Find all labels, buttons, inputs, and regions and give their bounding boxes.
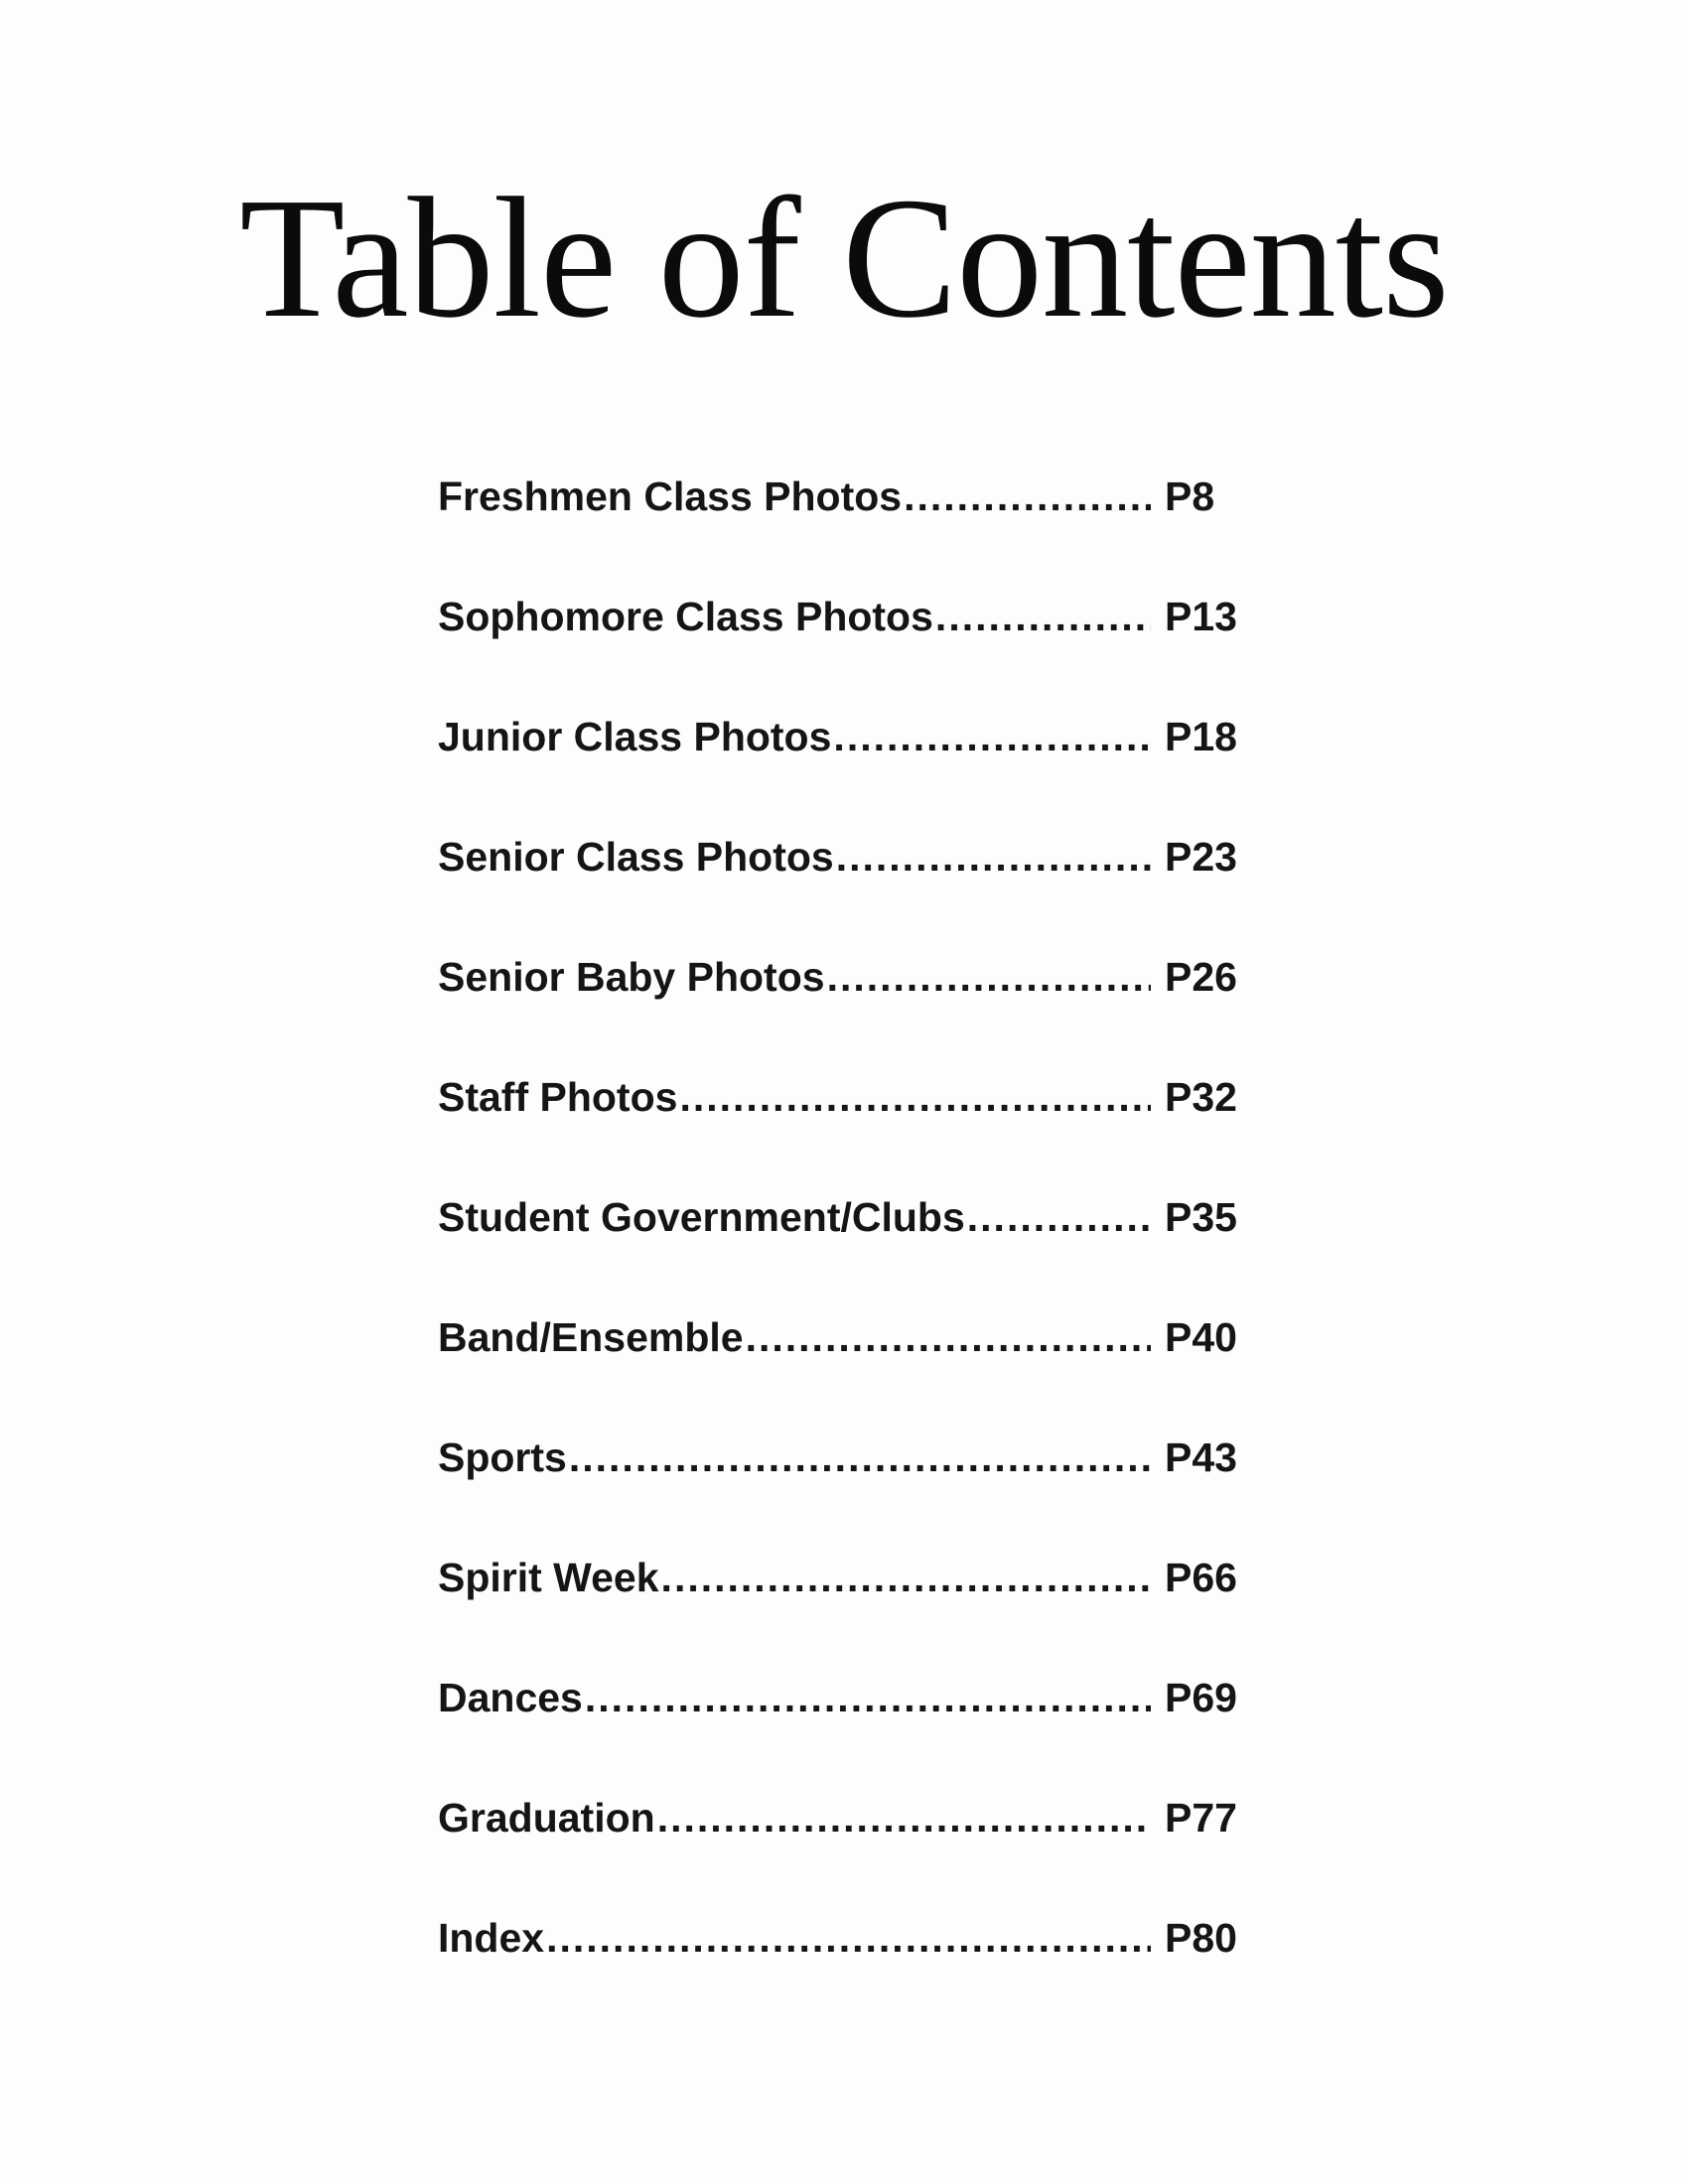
dot-leader — [546, 1902, 1151, 1974]
toc-entry-label: Spirit Week — [438, 1555, 659, 1600]
toc-entry-page: P8 — [1165, 474, 1215, 519]
toc-entry-label: Sophomore Class Photos — [438, 594, 933, 639]
toc-entry-page: P80 — [1165, 1915, 1237, 1961]
toc-entry-label: Graduation — [438, 1795, 655, 1841]
toc-entry-label: Band/Ensemble — [438, 1314, 744, 1360]
toc-entry-band-ensemble — [438, 1301, 1252, 1422]
toc-entry-page: P18 — [1165, 714, 1237, 759]
toc-entry-sports — [438, 1422, 1252, 1542]
dot-leader — [679, 1061, 1151, 1133]
toc-entry-page: P32 — [1165, 1074, 1237, 1120]
toc-entry-page: P13 — [1165, 594, 1237, 639]
toc-entry-label: Junior Class Photos — [438, 714, 832, 759]
dot-leader — [569, 1422, 1151, 1493]
dot-leader — [827, 941, 1151, 1013]
toc-entry-freshmen-class-photos — [438, 461, 1252, 581]
toc-entry-spirit-week — [438, 1542, 1252, 1662]
toc-entry-graduation — [438, 1782, 1252, 1902]
toc-entry-page: P77 — [1165, 1795, 1237, 1841]
toc-entry-label: Sports — [438, 1434, 567, 1480]
toc-entry-student-government-clubs — [438, 1181, 1252, 1301]
toc-entry-senior-baby-photos — [438, 941, 1252, 1061]
toc-entry-label: Index — [438, 1915, 545, 1961]
toc-entry-page: P35 — [1165, 1194, 1237, 1240]
toc-entry-senior-class-photos — [438, 821, 1252, 941]
dot-leader — [967, 1181, 1151, 1253]
dot-leader — [657, 1782, 1151, 1853]
page-title: Table of Contents — [239, 162, 1449, 353]
toc-entry-page: P26 — [1165, 954, 1237, 1000]
dot-leader — [585, 1662, 1151, 1733]
toc-entry-page: P43 — [1165, 1434, 1237, 1480]
toc-list — [438, 461, 1252, 2022]
dot-leader — [833, 701, 1151, 772]
dot-leader — [836, 821, 1151, 892]
dot-leader — [661, 1542, 1151, 1613]
toc-entry-dances — [438, 1662, 1252, 1782]
toc-entry-label: Dances — [438, 1675, 583, 1720]
toc-entry-label: Staff Photos — [438, 1074, 678, 1120]
dot-leader — [935, 581, 1151, 652]
toc-entry-sophomore-class-photos — [438, 581, 1252, 701]
toc-entry-staff-photos — [438, 1061, 1252, 1181]
toc-entry-page: P40 — [1165, 1314, 1237, 1360]
toc-entry-junior-class-photos — [438, 701, 1252, 821]
dot-leader — [746, 1301, 1151, 1373]
toc-entry-label: Student Government/Clubs — [438, 1194, 965, 1240]
dot-leader — [904, 461, 1151, 532]
toc-entry-index — [438, 1902, 1252, 2022]
toc-entry-page: P69 — [1165, 1675, 1237, 1720]
toc-entry-page: P66 — [1165, 1555, 1237, 1600]
toc-entry-label: Senior Baby Photos — [438, 954, 825, 1000]
toc-entry-label: Freshmen Class Photos — [438, 474, 903, 519]
toc-entry-label: Senior Class Photos — [438, 834, 834, 880]
toc-entry-page: P23 — [1165, 834, 1237, 880]
